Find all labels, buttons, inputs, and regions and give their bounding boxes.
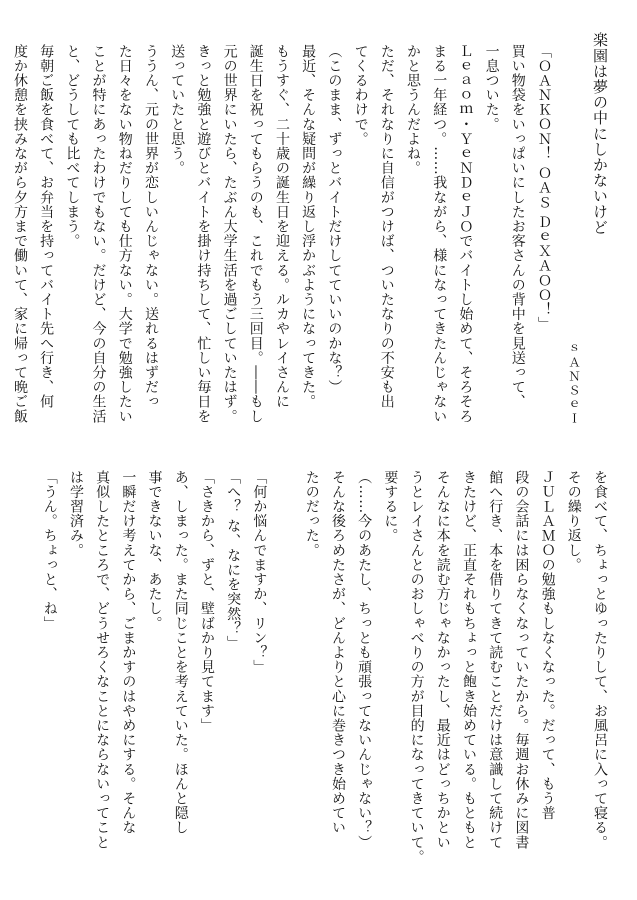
text-line: 毎朝ご飯を食べて、お弁当を持ってバイト先へ行き、何 — [38, 44, 55, 409]
text-line: 買い物袋をいっぱいにしたお客さんの背中を見送って、 — [509, 44, 526, 409]
text-line: 事できないな、あたし。 — [146, 470, 163, 631]
text-line: その繰り返し。 — [565, 470, 582, 573]
text-line: 館へ行き、本を借りてきて読むことだけは意識して続けて — [487, 470, 504, 850]
text-line: は学習済み。 — [67, 470, 84, 558]
text-line: 「さきから、ずと、壁ばかり見てます」 — [198, 470, 215, 733]
text-line: Ｌｅａｏｍ・ＹｅＮＤｅＪＯでバイトし始めて、そろそろ — [457, 44, 474, 424]
text-line: 度か休憩を挟みながら夕方まで働いて、家に帰って晩ご飯 — [11, 44, 28, 424]
text-line: （このまま、ずっとバイトだけしてていいのかな？） — [326, 44, 343, 395]
text-line: 一瞬だけ考えてから、ごまかすのはやめにする。そんな — [120, 470, 137, 835]
text-line: かと思うんだよね。 — [404, 44, 421, 176]
text-line: 真似したところで、どうせろくなことにならないってこと — [94, 470, 111, 850]
text-line: まる一年経つ。……我ながら、様になってきたんじゃない — [431, 44, 448, 424]
text-line: ＪＵＬＡＭＯの勉強もしなくなった。だって、もう普 — [539, 470, 556, 821]
text-line: もうすぐ、二十歳の誕生日を迎える。ルカやレイさんに — [273, 44, 290, 409]
text-line: 「へ？ な、なにを突然？」 — [225, 470, 242, 651]
text-line: ううん、元の世界が恋しいんじゃない。送れるはずだっ — [142, 44, 159, 409]
text-line: 送っていたと思う。 — [169, 44, 186, 176]
text-line: 「何か悩んでますか、リン？」 — [251, 470, 268, 675]
text-line: 「ＯＡＮＫＯＮ！ ＯＡＳ ＤｅＸＡＯＯ！」 — [536, 44, 552, 332]
text-line: そんな後ろめたさが、どんよりと心に巻きつき始めてい — [329, 470, 346, 835]
text-line: 「うん。ちょっと、ね」 — [41, 470, 58, 631]
lower-text-block — [37, 470, 613, 870]
text-line — [272, 470, 298, 870]
text-line: 最近、そんな疑問が繰り返し浮かぶようになってきた。 — [300, 44, 317, 409]
text-line: きっと勉強と遊びとバイトを掛け持ちして、忙しい毎日を — [195, 44, 212, 424]
text-line: てくるわけで。 — [352, 44, 369, 147]
text-line: あ、しまった。また同じことを考えていた。ほんと隠し — [172, 470, 189, 835]
text-line: ことが特にあったわけでもない。だけど、今の自分の生活 — [90, 44, 107, 424]
text-line: （……今のあたし、ちっとも頑張ってないんじゃない？） — [356, 470, 373, 850]
text-line: きたけど、正直それもちょっと飽き始めている。もともと — [460, 470, 477, 850]
upper-text-block — [7, 44, 557, 444]
text-line: 一息ついた。 — [483, 44, 500, 132]
text-line: 誕生日を祝ってもらうのも、これでもう三回目。――もし — [247, 44, 264, 424]
author-name: ｓＡＮＳｅＩ — [567, 342, 581, 426]
text-line: たのだった。 — [303, 470, 320, 558]
text-line: そんなに本を読む方じゃなかったし、最近はどっちかとい — [434, 470, 451, 850]
text-line: 元の世界にいたら、たぶん大学生活を過ごしていたはず。 — [221, 44, 238, 424]
text-line: うとレイさんとのおしゃべりの方が目的になってきていて。 — [408, 470, 425, 865]
story-title: 楽園は夢の中にしかないけど — [591, 32, 609, 235]
text-line: 要するに。 — [382, 470, 399, 543]
text-line: 段の会話には困らなくなっていたから。毎週お休みに図書 — [513, 470, 530, 850]
text-line: ただ、それなりに自信がつけば、ついたなりの不安も出 — [378, 44, 395, 409]
text-line: を食べて、ちょっとゆったりして、お風呂に入って寝る。 — [592, 470, 608, 850]
text-line: と、どうしても比べてしまう。 — [64, 44, 81, 249]
text-line: た日々をない物ねだりしても仕方ない。大学で勉強したい — [116, 44, 133, 424]
